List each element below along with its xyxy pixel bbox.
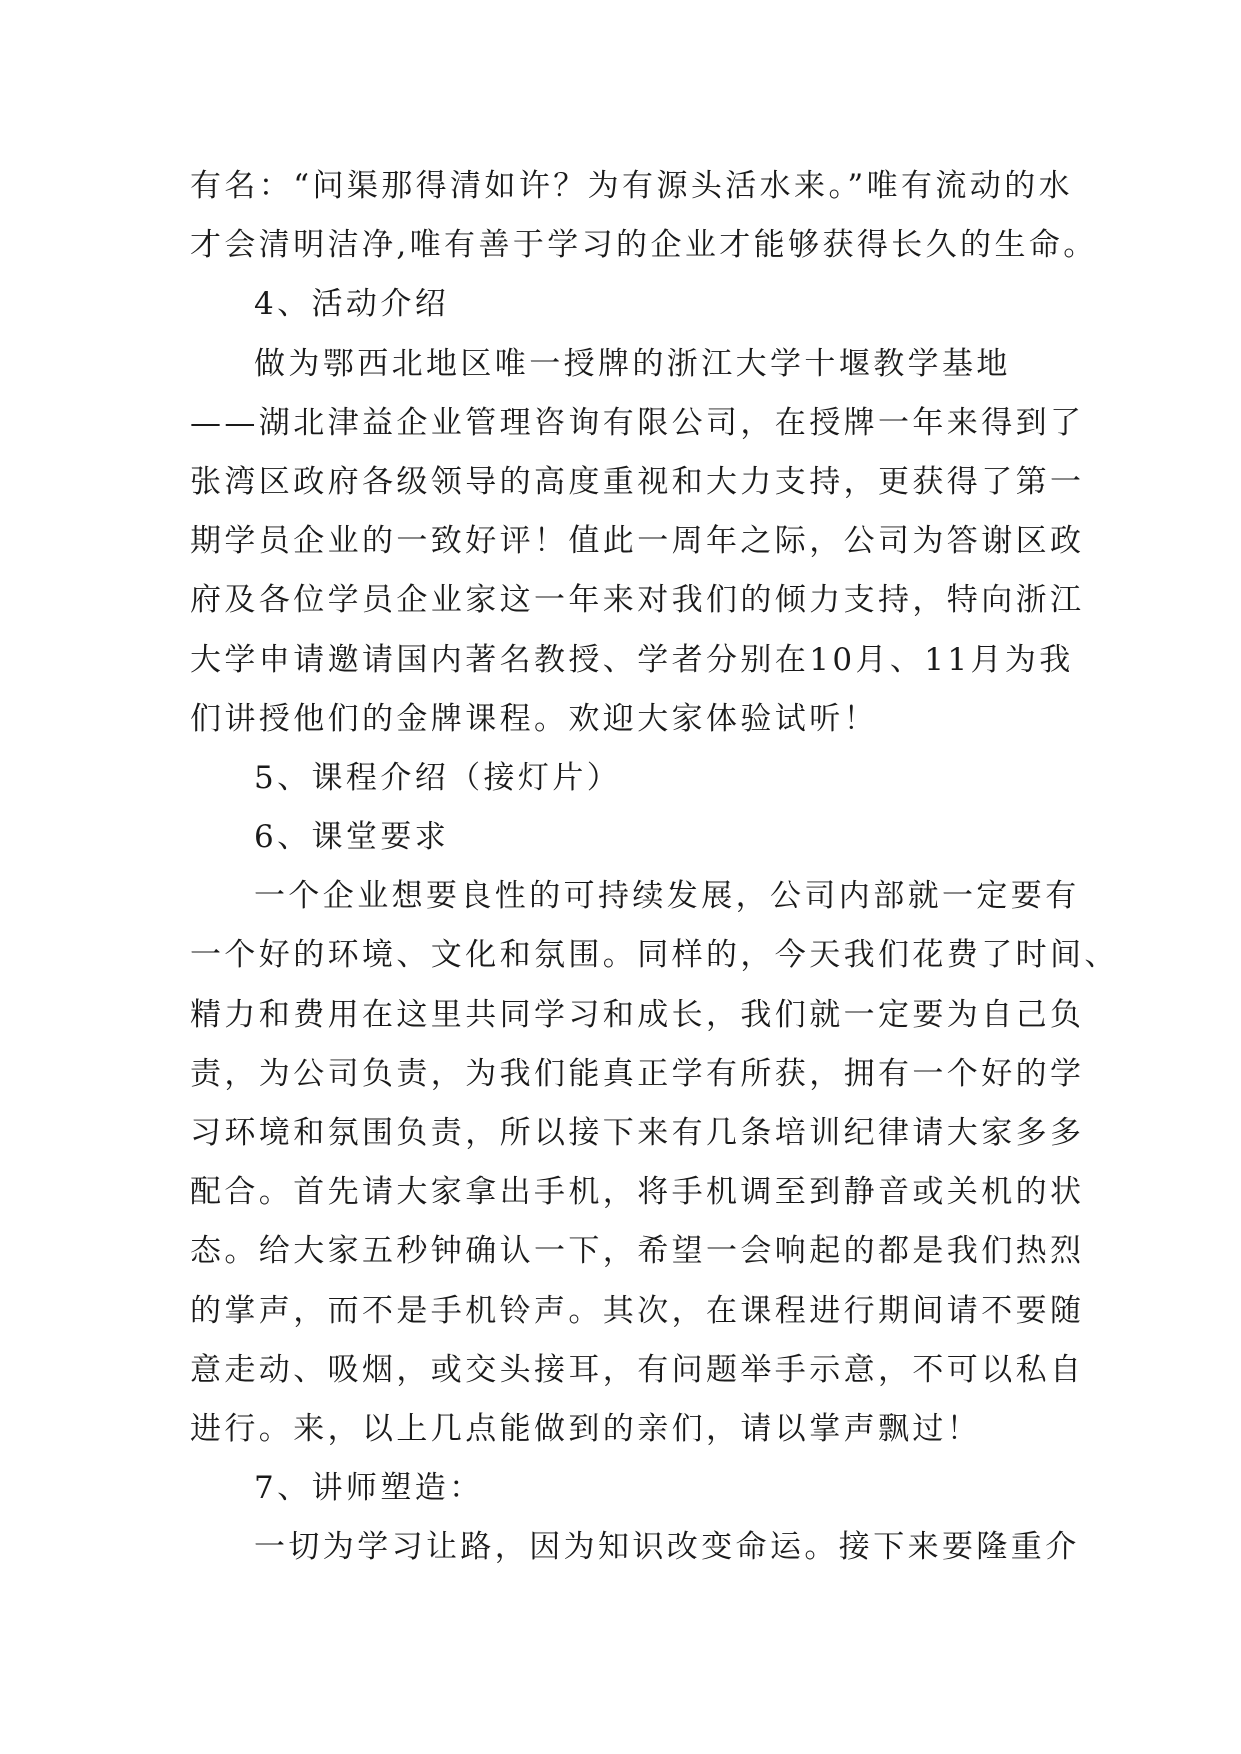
text-line: 府及各位学员企业家这一年来对我们的倾力支持，特向浙江: [190, 582, 1085, 619]
text-line: 的掌声，而不是手机铃声。其次，在课程进行期间请不要随: [190, 1292, 1085, 1329]
text-line: 态。给大家五秒钟确认一下，希望一会响起的都是我们热烈: [190, 1233, 1085, 1270]
section-heading: 6、课堂要求: [254, 819, 450, 856]
text-line: 习环境和氛围负责，所以接下来有几条培训纪律请大家多多: [190, 1115, 1085, 1151]
text-line: ——湖北津益企业管理咨询有限公司，在授牌一年来得到了: [190, 404, 1085, 441]
text-line: 一个企业想要良性的可持续发展，公司内部就一定要有: [254, 878, 1080, 915]
text-line: 张湾区政府各级领导的高度重视和大力支持，更获得了第一: [190, 463, 1085, 500]
text-line: 进行。来，以上几点能做到的亲们，请以掌声飘过！: [190, 1410, 982, 1447]
section-heading: 4、活动介绍: [254, 286, 450, 323]
text-line: 做为鄂西北地区唯一授牌的浙江大学十堰教学基地: [254, 345, 1011, 382]
text-line: 期学员企业的一致好评！值此一周年之际，公司为答谢区政: [190, 523, 1085, 560]
document-body: [190, 157, 1119, 1578]
section-heading: 5、课程介绍（接灯片）: [254, 759, 622, 796]
section-heading: 7、讲师塑造：: [254, 1470, 484, 1507]
text-line: 才会清明洁净,唯有善于学习的企业才能够获得长久的生命。: [190, 227, 1098, 264]
text-line: 一切为学习让路，因为知识改变命运。接下来要隆重介: [254, 1529, 1080, 1566]
text-line: 一个好的环境、文化和氛围。同样的，今天我们花费了时间、: [190, 937, 1119, 974]
text-line: 们讲授他们的金牌课程。欢迎大家体验试听！: [190, 700, 878, 737]
text-line: 大学申请邀请国内著名教授、学者分别在10月、11月为我: [190, 641, 1074, 678]
text-line: 有名：“问渠那得清如许？为有源头活水来。”唯有流动的水: [190, 168, 1073, 204]
text-line: 配合。首先请大家拿出手机，将手机调至到静音或关机的状: [190, 1174, 1085, 1211]
text-line: 意走动、吸烟，或交头接耳，有问题举手示意，不可以私自: [190, 1351, 1085, 1388]
text-line: 责，为公司负责，为我们能真正学有所获，拥有一个好的学: [190, 1055, 1085, 1092]
text-line: 精力和费用在这里共同学习和成长，我们就一定要为自己负: [190, 996, 1085, 1033]
